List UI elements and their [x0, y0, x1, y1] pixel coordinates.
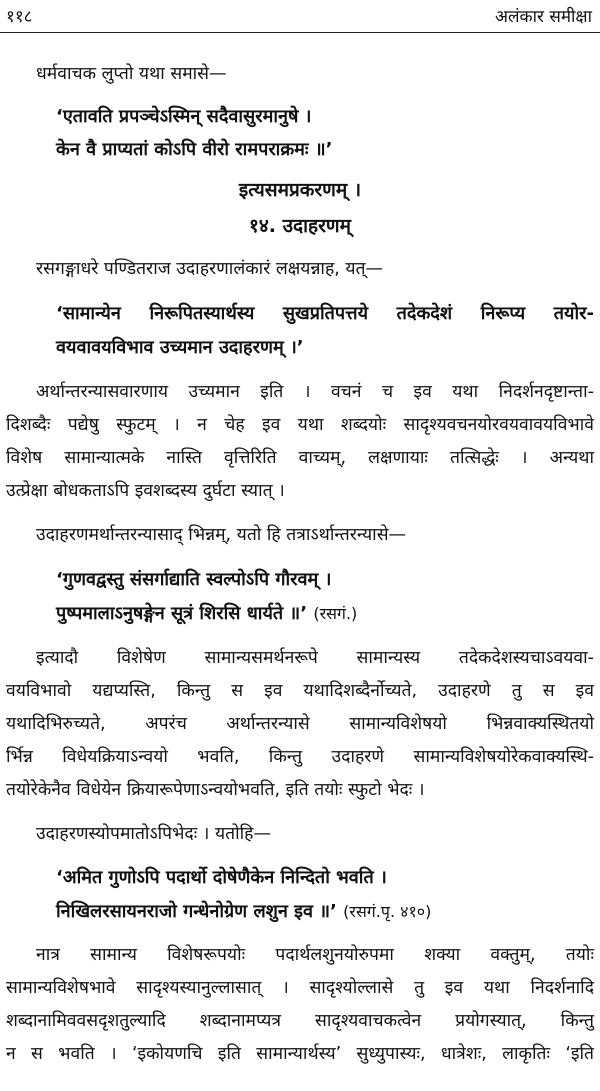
- verse-line: वयवावयविभाव उच्यमान उदाहरणम् ।’: [56, 337, 304, 358]
- page-header: [0, 0, 600, 34]
- verse-line: ‘सामान्येन निरूपितस्यार्थस्य सुखप्रतिपत्तये तदेकदेशं निरूप्य तयोर-: [56, 303, 594, 324]
- paragraph-line: यथादिभिरुच्यते, अपरंच अर्थान्तरन्यासे सामान्यविशेषयो भिन्नवाक्यस्थितयो: [6, 714, 594, 734]
- verse-text: पुष्पमालाऽनुषङ्गेन सूत्रं शिरसि धार्यते ॥’: [56, 603, 308, 624]
- verse-line: ‘अमित गुणोऽपि पदार्थो दोषेणैकेन निन्दितो भवति ।: [56, 867, 387, 888]
- text-line: उदाहरणमर्थान्तरन्यासाद् भिन्नम्, यतो हि तत्राऽर्थान्तरन्यासे—: [36, 525, 407, 545]
- text-line: उदाहरणस्योपमातोऽपिभेदः । यतोहि—: [36, 824, 271, 844]
- paragraph-line: न स भवति । ‘इकोयणचि इति सामान्यार्थस्य’ सुध्युपास्यः, धात्रेशः, लाकृतिः ‘इति: [6, 1044, 594, 1064]
- paragraph-line: र्भिन्न विधेयक्रियाऽन्वयो भवति, किन्तु उदाहरणे सामान्यविशेषयोरेकवाक्यस्थि-: [6, 747, 594, 767]
- verse-line: ‘गुणवद्वस्तु संसर्गाद्याति स्वल्पोऽपि गौरवम् ।: [56, 569, 332, 590]
- verse-line: [56, 900, 431, 924]
- running-title: अलंकार समीक्षा: [495, 7, 592, 27]
- paragraph-line: शब्दानामिववसदृशतुल्यादि शब्दानामप्यत्र सादृश्यवाचकत्वेन प्रयोगस्यात्, किन्तु: [6, 1011, 594, 1031]
- paragraph-line: तयोरेकेनैव विधेयेन क्रियारूपेणाऽन्वयोभवति, इति तयोः स्फुटो भेदः ।: [6, 780, 425, 800]
- citation: (रसगं.): [313, 604, 358, 623]
- paragraph-line: नात्र सामान्य विशेषरूपयोः पदार्थलशुनयोरुपमा शक्या वक्तुम्, तयोः: [36, 945, 594, 965]
- text-line: रसगङ्गाधरे पण्डितराज उदाहरणालंकारं लक्षयन्नाह, यत्—: [36, 259, 384, 279]
- paragraph-line: दिशब्दैः पद्येषु स्फुटम् । न चेह इव यथा शब्दयोः सादृश्यवचनयोरवयवावयविभावे: [6, 415, 594, 435]
- paragraph-line: अर्थान्तरन्यासवारणाय उच्यमान इति । वचनं च इव यथा निदर्शनदृष्टान्ता-: [36, 382, 594, 402]
- citation: (रसगं.पृ. ४१०): [343, 902, 432, 921]
- paragraph-line: इत्यादौ विशेषेण सामान्यसमर्थनरूपे सामान्यस्य तदेकदेशस्यचाऽवयवा-: [36, 648, 594, 668]
- verse-line: ‘एतावति प्रपञ्चेऽस्मिन् सदैवासुरमानुषे ।: [56, 106, 312, 127]
- paragraph-line: सामान्यविशेषभावे सादृश्यस्यानुल्लासात् । सादृश्योल्लासे तु इव यथा निदर्शनादि: [6, 978, 594, 998]
- section-end-heading: इत्यसमप्रकरणम् ।: [238, 179, 362, 201]
- verse-text: निखिलरसायनराजो गन्धेनोग्रेण लशुन इव ॥’: [56, 901, 337, 922]
- page-number: ११८: [6, 7, 33, 27]
- paragraph-line: वयविभावो यद्यप्यस्ति, किन्तु स इव यथादिशब्दैर्नोच्यते, उदाहरणे तु स इव: [6, 681, 594, 701]
- section-title: १४. उदाहरणम्: [249, 215, 351, 237]
- text-line: धर्मवाचक लुप्तो यथा समासे—: [36, 64, 227, 84]
- header-rule: [0, 32, 600, 33]
- verse-line: केन वै प्राप्यतां कोऽपि वीरो रामपराक्रमः ॥’: [56, 139, 333, 160]
- paragraph-line: उत्प्रेक्षा बोधकताऽपि इवशब्दस्य दुर्घटा स्यात् ।: [6, 481, 285, 501]
- verse-line: [56, 602, 357, 626]
- paragraph-line: विशेष सामान्यात्मके नास्ति वृत्तिरिति वाच्यम्, लक्षणायाः तत्सिद्धेः । अन्यथा: [6, 448, 594, 468]
